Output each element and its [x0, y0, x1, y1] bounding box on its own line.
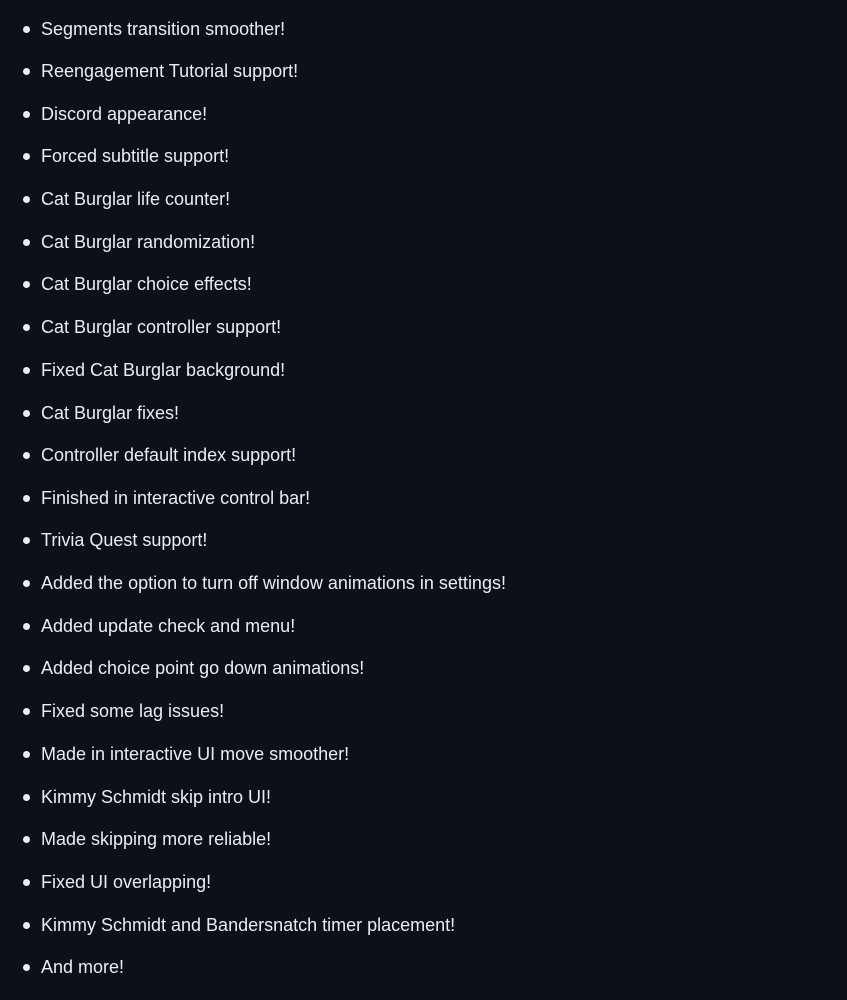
list-item	[0, 356, 847, 384]
bullet-icon	[23, 68, 30, 75]
list-item	[0, 270, 847, 298]
list-item-text: Added update check and menu!	[41, 616, 296, 636]
bullet-icon	[23, 879, 30, 886]
list-item-text: Cat Burglar randomization!	[41, 232, 256, 252]
list-item	[0, 783, 847, 811]
list-item	[0, 911, 847, 939]
list-item-text: Cat Burglar life counter!	[41, 189, 231, 209]
list-item	[0, 228, 847, 256]
bullet-icon	[23, 324, 30, 331]
list-item	[0, 569, 847, 597]
list-item-text: Forced subtitle support!	[41, 146, 230, 166]
list-item-text: Controller default index support!	[41, 445, 297, 465]
list-item	[0, 526, 847, 554]
list-item	[0, 100, 847, 128]
list-item-text: Cat Burglar fixes!	[41, 403, 180, 423]
bullet-icon	[23, 708, 30, 715]
bullet-icon	[23, 111, 30, 118]
bullet-icon	[23, 922, 30, 929]
list-item-text: Added the option to turn off window animations in settings!	[41, 573, 506, 593]
list-item-text: Discord appearance!	[41, 104, 208, 124]
list-item-text: Cat Burglar controller support!	[41, 317, 282, 337]
list-item-text: Fixed some lag issues!	[41, 701, 225, 721]
bullet-icon	[23, 410, 30, 417]
list-item-text: Added choice point go down animations!	[41, 658, 365, 678]
list-item-text: And more!	[41, 957, 125, 977]
list-item-text: Cat Burglar choice effects!	[41, 274, 252, 294]
list-item	[0, 313, 847, 341]
bullet-icon	[23, 836, 30, 843]
list-item-text: Made skipping more reliable!	[41, 829, 272, 849]
bullet-icon	[23, 495, 30, 502]
list-item-text: Finished in interactive control bar!	[41, 488, 311, 508]
bullet-icon	[23, 964, 30, 971]
list-item	[0, 953, 847, 981]
list-item-text: Fixed UI overlapping!	[41, 872, 212, 892]
list-item	[0, 868, 847, 896]
list-item-text: Reengagement Tutorial support!	[41, 61, 299, 81]
bullet-icon	[23, 537, 30, 544]
bullet-icon	[23, 281, 30, 288]
list-item-text: Trivia Quest support!	[41, 530, 208, 550]
list-item-text: Kimmy Schmidt and Bandersnatch timer placement!	[41, 915, 456, 935]
bullet-icon	[23, 794, 30, 801]
list-item	[0, 185, 847, 213]
bullet-icon	[23, 580, 30, 587]
bullet-icon	[23, 239, 30, 246]
list-item	[0, 142, 847, 170]
list-item	[0, 441, 847, 469]
list-item-text: Made in interactive UI move smoother!	[41, 744, 350, 764]
list-item-text: Kimmy Schmidt skip intro UI!	[41, 787, 272, 807]
bullet-icon	[23, 665, 30, 672]
bullet-icon	[23, 153, 30, 160]
list-item	[0, 825, 847, 853]
list-item	[0, 697, 847, 725]
list-item	[0, 399, 847, 427]
bullet-icon	[23, 26, 30, 33]
bullet-icon	[23, 196, 30, 203]
list-item	[0, 15, 847, 43]
list-item	[0, 612, 847, 640]
list-item	[0, 654, 847, 682]
list-item	[0, 740, 847, 768]
list-item-text: Fixed Cat Burglar background!	[41, 360, 286, 380]
list-item	[0, 484, 847, 512]
bullet-icon	[23, 367, 30, 374]
bullet-icon	[23, 452, 30, 459]
list-item	[0, 57, 847, 85]
bullet-icon	[23, 751, 30, 758]
list-item-text: Segments transition smoother!	[41, 19, 286, 39]
bullet-icon	[23, 623, 30, 630]
